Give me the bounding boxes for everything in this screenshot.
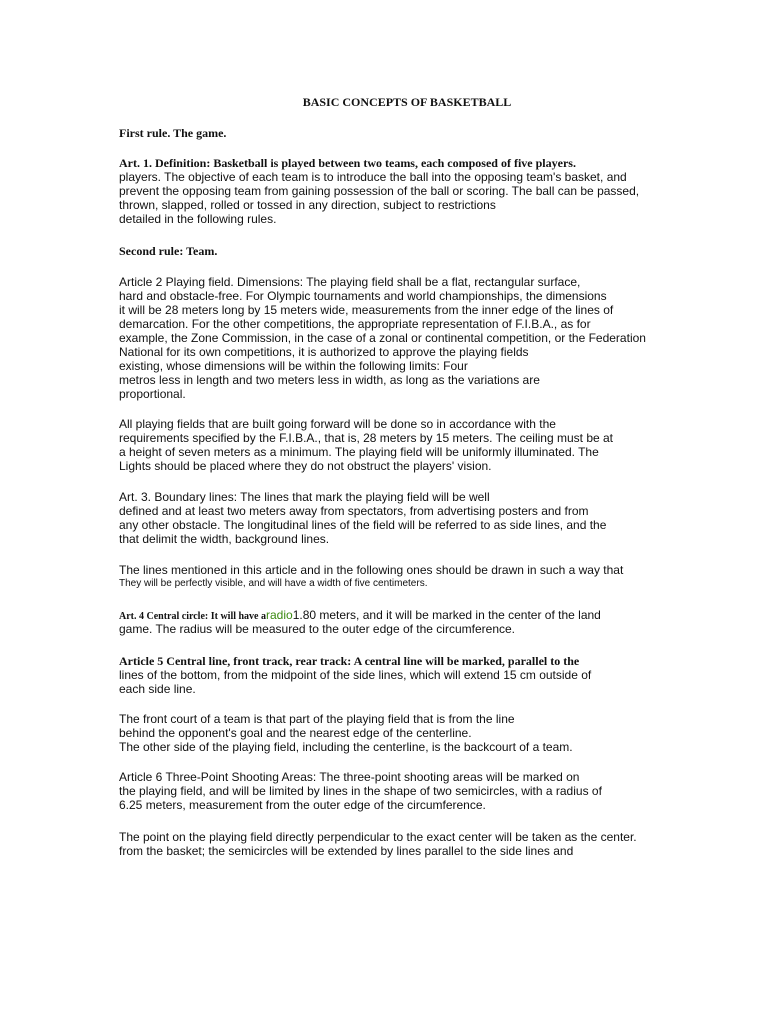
paragraph-line: it will be 28 meters long by 15 meters wide, measurements from the inner edge of the lines of <box>119 303 614 317</box>
paragraph-line: the playing field, and will be limited by lines in the shape of two semicircles, with a radius of <box>119 784 602 798</box>
paragraph-heading: Article 5 Central line, front track, rear track: A central line will be marked, parallel to the <box>119 654 580 668</box>
paragraph-line: demarcation. For the other competitions, the appropriate representation of F.I.B.A., as for <box>119 317 591 331</box>
section-heading-second-rule: Second rule: Team. <box>119 244 218 258</box>
section-heading-first-rule: First rule. The game. <box>119 126 227 140</box>
paragraph-line: The point on the playing field directly perpendicular to the exact center will be taken as the center. <box>119 830 637 844</box>
paragraph-front-court <box>119 712 719 754</box>
paragraph-line: behind the opponent's goal and the nearest edge of the centerline. <box>119 726 472 740</box>
paragraph-line: players. The objective of each team is to introduce the ball into the opposing team's basket, and <box>119 170 627 184</box>
paragraph-line: proportional. <box>119 387 186 401</box>
paragraph-line: a height of seven meters as a minimum. The playing field will be uniformly illuminated. The <box>119 445 599 459</box>
paragraph-line: from the basket; the semicircles will be extended by lines parallel to the side lines and <box>119 844 574 858</box>
paragraph-line: Lights should be placed where they do not obstruct the players' vision. <box>119 459 492 473</box>
paragraph-line: thrown, slapped, rolled or tossed in any direction, subject to restrictions <box>119 198 496 212</box>
paragraph-lines-mentioned <box>119 563 719 591</box>
paragraph-art-2 <box>119 275 719 401</box>
paragraph-line: game. The radius will be measured to the outer edge of the circumference. <box>119 622 515 636</box>
paragraph-line: detailed in the following rules. <box>119 212 277 226</box>
paragraph-line: All playing fields that are built going forward will be done so in accordance with the <box>119 417 556 431</box>
paragraph-line: The lines mentioned in this article and in the following ones should be drawn in such a way that <box>119 563 624 577</box>
paragraph-text: 1.80 meters, and it will be marked in the center of the land <box>292 608 601 622</box>
document-title: BASIC CONCEPTS OF BASKETBALL <box>302 95 512 109</box>
paragraph-line: defined and at least two meters away from spectators, from advertising posters and from <box>119 504 589 518</box>
paragraph-line: each side line. <box>119 682 196 696</box>
paragraph-line: hard and obstacle-free. For Olympic tournaments and world championships, the dimensions <box>119 289 607 303</box>
paragraph-line: any other obstacle. The longitudinal lines of the field will be referred to as side lines, and the <box>119 518 607 532</box>
paragraph-art-3 <box>119 490 719 546</box>
paragraph-line: They will be perfectly visible, and will have a width of five centimeters. <box>119 578 428 589</box>
paragraph-line: example, the Zone Commission, in the case of a zonal or continental competition, or the Federation <box>119 331 646 345</box>
paragraph-heading: Art. 1. Definition: Basketball is played between two teams, each composed of five players. <box>119 156 576 170</box>
paragraph-line: requirements specified by the F.I.B.A., that is, 28 meters by 15 meters. The ceiling must be at <box>119 431 614 445</box>
paragraph-line: existing, whose dimensions will be within the following limits: Four <box>119 359 468 373</box>
paragraph-point-center <box>119 830 719 858</box>
paragraph-art-5 <box>119 654 719 696</box>
paragraph-playing-fields <box>119 417 719 473</box>
paragraph-line: 6.25 meters, measurement from the outer edge of the circumference. <box>119 798 486 812</box>
paragraph-line <box>119 608 719 622</box>
paragraph-line: lines of the bottom, from the midpoint of the side lines, which will extend 15 cm outside of <box>119 668 592 682</box>
paragraph-line: The other side of the playing field, including the centerline, is the backcourt of a team. <box>119 740 573 754</box>
radio-link[interactable]: radio <box>266 608 293 622</box>
paragraph-line: Article 2 Playing field. Dimensions: The playing field shall be a flat, rectangular surface, <box>119 275 581 289</box>
paragraph-heading: Art. 4 Central circle: It will have a <box>119 611 266 622</box>
paragraph-line: Art. 3. Boundary lines: The lines that mark the playing field will be well <box>119 490 490 504</box>
paragraph-art-4 <box>119 608 719 636</box>
paragraph-line: metros less in length and two meters less in width, as long as the variations are <box>119 373 540 387</box>
paragraph-line: National for its own competitions, it is authorized to approve the playing fields <box>119 345 529 359</box>
paragraph-art-1 <box>119 156 719 226</box>
paragraph-line: that delimit the width, background lines. <box>119 532 330 546</box>
paragraph-line: prevent the opposing team from gaining possession of the ball or scoring. The ball can be passed, <box>119 184 640 198</box>
paragraph-art-6 <box>119 770 719 812</box>
paragraph-line: Article 6 Three-Point Shooting Areas: The three-point shooting areas will be marked on <box>119 770 580 784</box>
paragraph-line: The front court of a team is that part of the playing field that is from the line <box>119 712 515 726</box>
